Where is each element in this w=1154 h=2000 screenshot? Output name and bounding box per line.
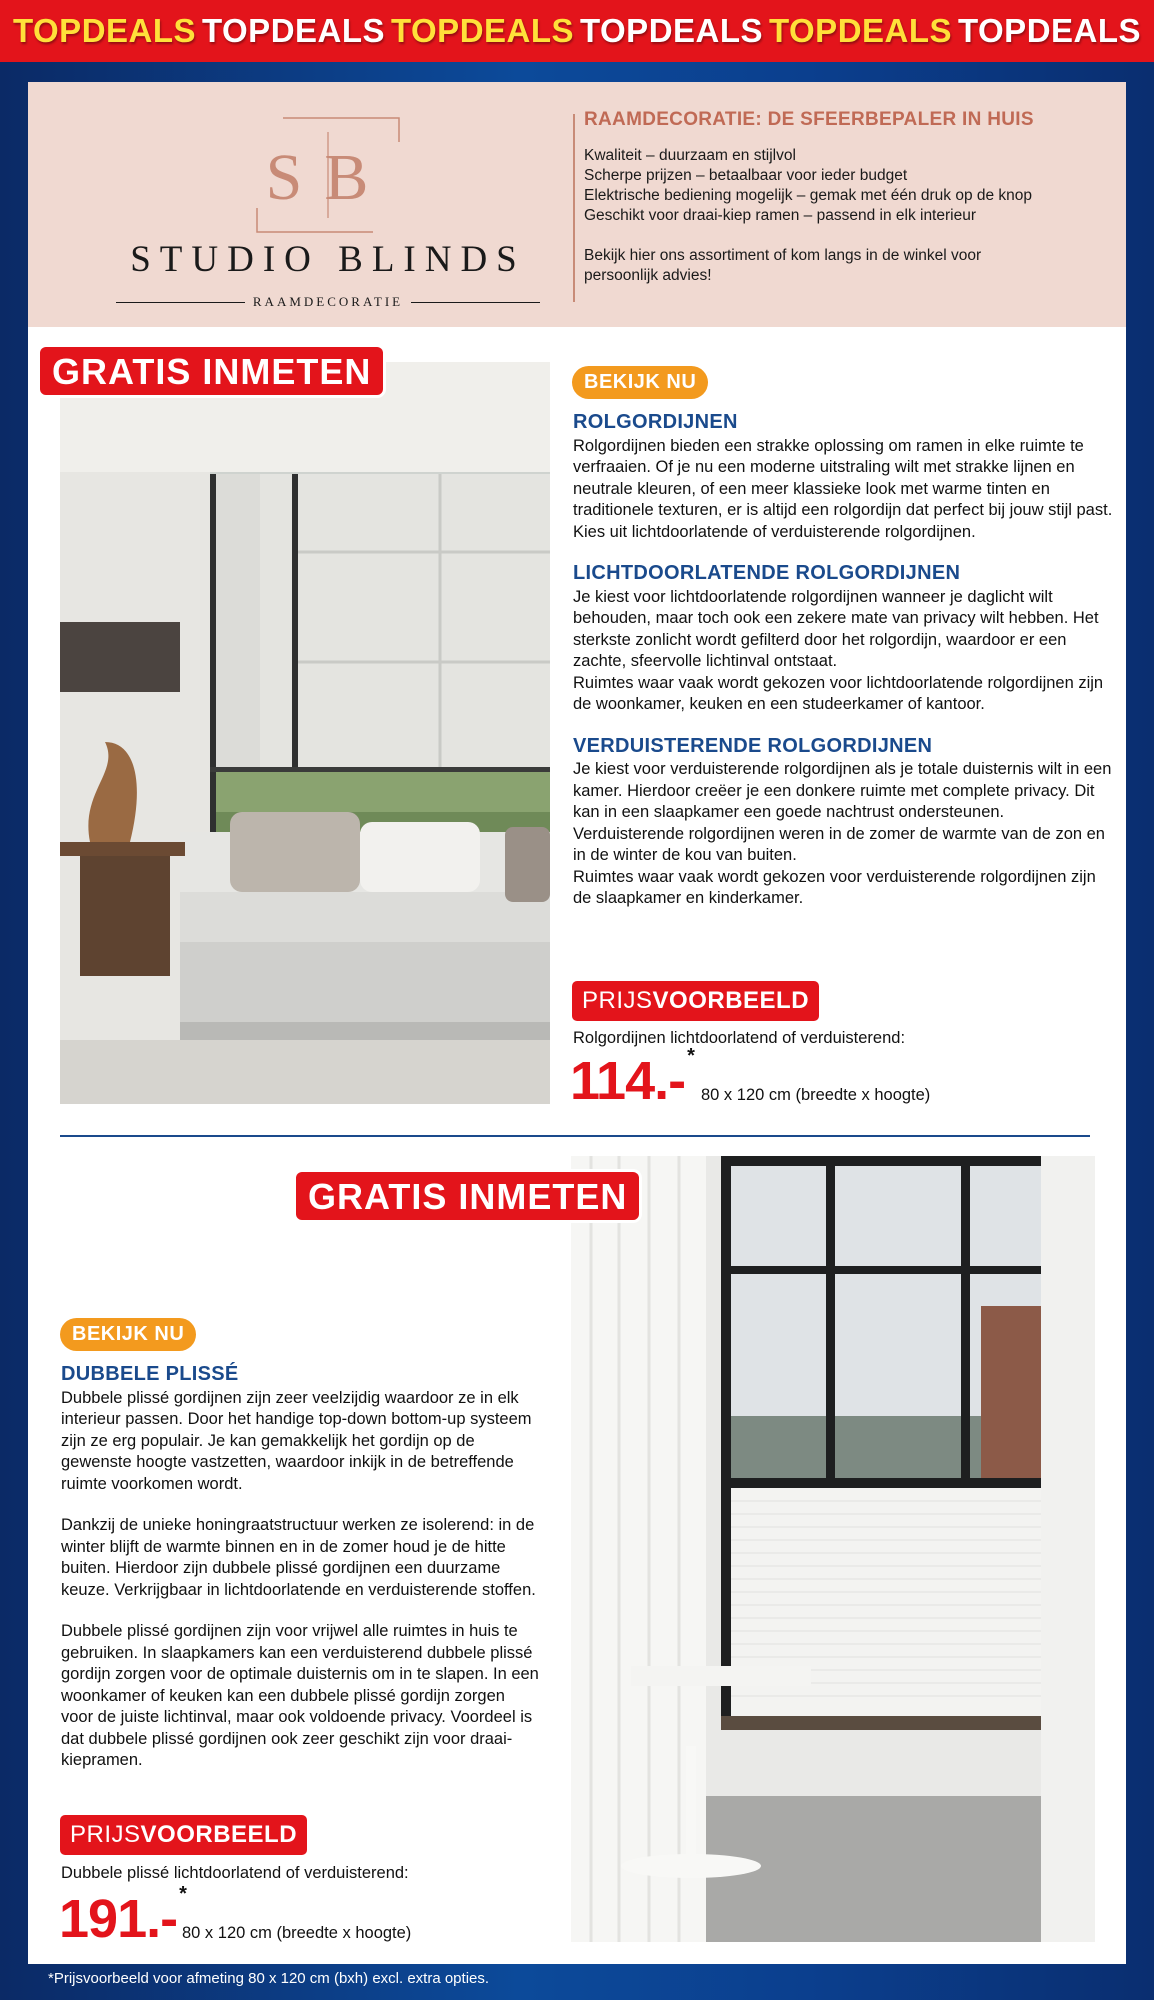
dubbele-plisse-info xyxy=(61,1364,539,1772)
monogram-letters: SB xyxy=(265,141,391,214)
plisse-photo xyxy=(571,1156,1095,1942)
price-size: 80 x 120 cm (breedte x hoogte) xyxy=(701,1086,931,1104)
topdeals-label: TOPDEALS xyxy=(579,12,764,49)
lichtdoorlatende-title: LICHTDOORLATENDE ROLGORDIJNEN xyxy=(573,562,961,584)
plisse-paragraph: Dankzij de unieke honingraatstructuur werken ze isolerend: in de winter blijft de warmte binnen en in de zomer houd je de hitte buiten. Hierdoor zijn dubbele plissé gordijnen een duurzame keuze. Verkrijgbaar in lichtdoorlatende en verduisterende stoffen. xyxy=(61,1516,536,1599)
bullet-item: Kwaliteit – duurzaam en stijlvol xyxy=(584,147,796,164)
header-info xyxy=(584,110,1104,306)
price-asterisk: * xyxy=(687,1045,694,1067)
monogram-frame xyxy=(253,114,403,234)
divider xyxy=(411,302,540,303)
bullet-item: Scherpe prijzen – betaalbaar voor ieder budget xyxy=(584,167,908,184)
rolgordijnen-title: ROLGORDIJNEN xyxy=(573,411,738,433)
dubbele-plisse-title: DUBBELE PLISSÉ xyxy=(61,1363,239,1385)
footnote: *Prijsvoorbeeld voor afmeting 80 x 120 cm (bxh) excl. extra opties. xyxy=(48,1970,490,1987)
topdeals-label: TOPDEALS xyxy=(201,12,386,49)
prijsvoorbeeld-label xyxy=(60,1815,307,1855)
price-amount: 191.- xyxy=(59,1889,178,1949)
living-room-illustration xyxy=(60,362,550,1104)
lichtdoorlatende-text: Je kiest voor lichtdoorlatende rolgordijnen wanneer je daglicht wilt behouden, maar toch ook een zekere mate van privacy wilt hebben. Het sterkste zonlicht wordt gefilterd door het rolgordijn, waardoor er een zachte, sfeervolle lichtinval ontstaat. xyxy=(573,587,1099,670)
bekijk-nu-button[interactable]: BEKIJK NU xyxy=(60,1318,196,1351)
brand-name: STUDIO BLINDS xyxy=(130,239,526,280)
gratis-inmeten-badge: GRATIS INMETEN xyxy=(40,347,383,395)
plisse-paragraph: Dubbele plissé gordijnen zijn zeer veelzijdig waardoor ze in elk interieur passen. Door het handige top-down bottom-up systeem zijn ze erg populair. Je kan gemakkelijk het gordijn op de gewenste hoogte vastzetten, waardoor inkijk in de betreffende ruimte voorkomen wordt. xyxy=(61,1388,532,1493)
header-bullets xyxy=(584,146,1104,226)
brand-subtitle: RAAMDECORATIE xyxy=(252,294,404,309)
rolgordijnen-text: Kies uit lichtdoorlatende of verduisterende rolgordijnen. xyxy=(573,522,976,541)
flyer-page xyxy=(28,82,1126,1964)
price-description: Rolgordijnen lichtdoorlatend of verduisterend: xyxy=(573,1029,906,1047)
section-divider xyxy=(60,1135,1090,1137)
brand-header xyxy=(28,82,1126,327)
price-asterisk: * xyxy=(179,1883,186,1905)
topdeals-label: TOPDEALS xyxy=(390,12,575,49)
price-description: Dubbele plissé lichtdoorlatend of verduisterend: xyxy=(61,1864,409,1882)
prijs-word: PRIJS xyxy=(582,987,653,1014)
rolgordijnen-text: Rolgordijnen bieden een strakke oplossing om ramen in elke ruimte te verfraaien. Of je nu een moderne uitstraling wilt met strakke lijnen en neutrale kleuren, of een meer klassieke look met warme tinten en traditionele texturen, er is altijd een rolgordijn dat perfect bij jouw stijl past. xyxy=(573,436,1113,519)
bullet-item: Geschikt voor draai-kiep ramen – passend in elk interieur xyxy=(584,207,976,224)
studio-blinds-logo[interactable] xyxy=(108,114,548,309)
bekijk-nu-button[interactable]: BEKIJK NU xyxy=(572,366,708,399)
header-divider xyxy=(573,114,575,302)
brand-subtitle-row xyxy=(108,292,548,312)
topdeals-banner xyxy=(0,0,1154,62)
divider xyxy=(116,302,245,303)
topdeals-label: TOPDEALS xyxy=(957,12,1142,49)
plisse-paragraph: Dubbele plissé gordijnen zijn voor vrijwel alle ruimtes in huis te gebruiken. In slaapkamers kan een verduisterend dubbele plissé gordijn zorgen voor de optimale duisternis om in te slapen. In een woonkamer of keuken kan een dubbele plissé gordijn zorgen voor de juiste lichtinval, maar ook voldoende privacy. Voordeel is dat dubbele plissé gordijnen ook zeer geschikt zijn voor draai-kiepramen. xyxy=(61,1622,539,1769)
prijsvoorbeeld-label xyxy=(572,981,819,1021)
voorbeeld-word: VOORBEELD xyxy=(140,1821,298,1848)
price-value xyxy=(570,1045,694,1112)
price-value xyxy=(59,1883,186,1950)
topdeals-label: TOPDEALS xyxy=(12,12,197,49)
rolgordijn-photo xyxy=(60,362,550,1104)
voorbeeld-word: VOORBEELD xyxy=(652,987,810,1014)
verduisterende-text: Ruimtes waar vaak wordt gekozen voor verduisterende rolgordijnen zijn de slaapkamer en kinderkamer. xyxy=(573,867,1096,907)
rolgordijnen-info xyxy=(573,412,1113,910)
prijs-word: PRIJS xyxy=(70,1821,141,1848)
lichtdoorlatende-text: Ruimtes waar vaak wordt gekozen voor lichtdoorlatende rolgordijnen zijn de woonkamer, keuken en een studeerkamer of kantoor. xyxy=(573,673,1104,713)
header-cta[interactable]: Bekijk hier ons assortiment of kom langs in de winkel voor persoonlijk advies! xyxy=(584,247,982,284)
verduisterende-title: VERDUISTERENDE ROLGORDIJNEN xyxy=(573,734,933,757)
topdeals-label: TOPDEALS xyxy=(768,12,953,49)
window-plisse-illustration xyxy=(571,1156,1095,1942)
bullet-item: Elektrische bediening mogelijk – gemak met één druk op de knop xyxy=(584,187,1033,204)
gratis-inmeten-badge: GRATIS INMETEN xyxy=(296,1172,639,1220)
header-title: RAAMDECORATIE: DE SFEERBEPALER IN HUIS xyxy=(584,109,1034,130)
price-size: 80 x 120 cm (breedte x hoogte) xyxy=(182,1924,412,1942)
verduisterende-text: Je kiest voor verduisterende rolgordijnen als je totale duisternis wilt in een kamer. Hierdoor creëer je een donkere ruimte met complete privacy. Dit kan in een slaapkamer een goede nachtrust ondersteunen. Verduisterende rolgordijnen weren in de zomer de warmte van de zon en in de winter de kou van buiten. xyxy=(573,760,1112,864)
price-amount: 114.- xyxy=(570,1051,686,1111)
